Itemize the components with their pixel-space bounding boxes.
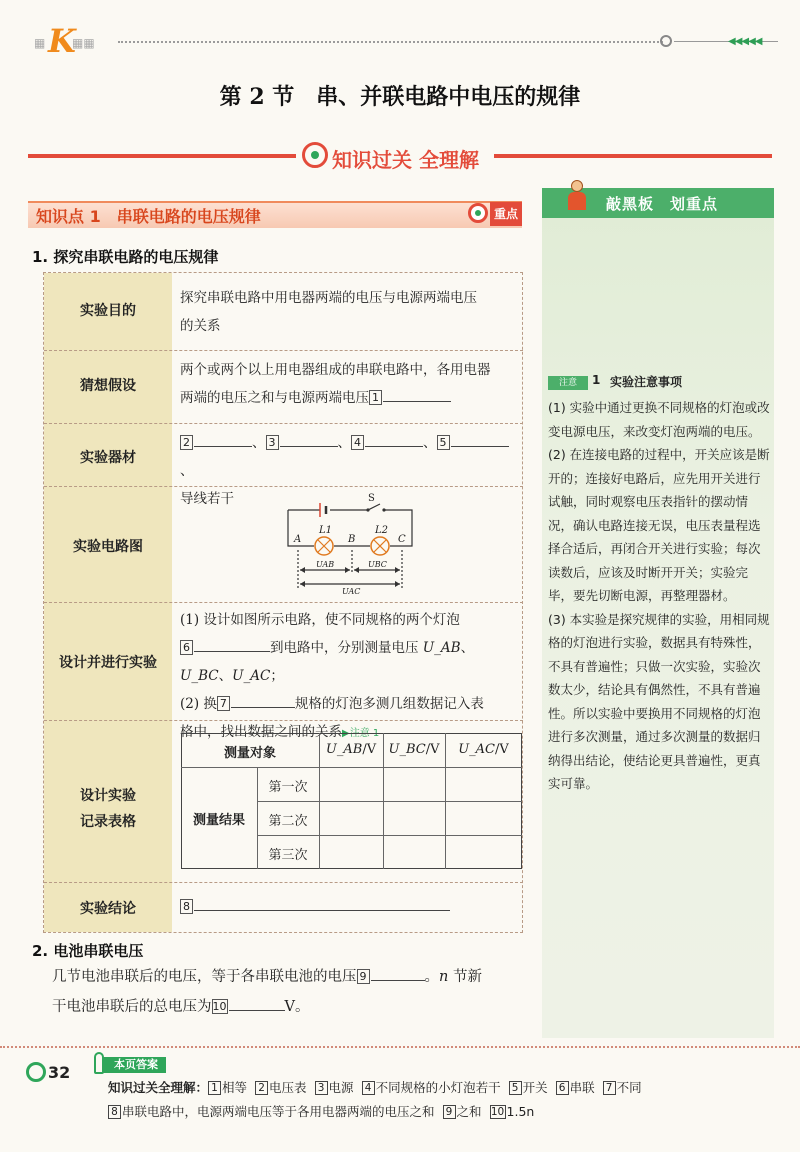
answer-number: 1	[208, 1081, 221, 1095]
fill-blank[interactable]	[280, 433, 338, 447]
note-paragraph-2: (2) 在连接电路的过程中，开关应该是断开的；连接好电路后，应先用开关进行试触，同时观察电压表指针的摆动情况，确认电路连接无误，电压表量程选择合适后，再闭合开关进行实验；每次读数后，应该及时断开开关；实验完毕，要先切断电源，再整理器材。	[548, 447, 770, 603]
battery-line-2	[52, 992, 532, 1022]
answer-number: 8	[108, 1105, 121, 1119]
point-c-label: C	[398, 534, 406, 545]
answer-text: 电源	[328, 1080, 354, 1095]
rec-head-uab-var: U_AB	[325, 742, 363, 757]
blank-number: 5	[437, 435, 450, 450]
blank-number: 8	[180, 899, 193, 914]
battery-line-1	[52, 962, 532, 992]
battery-line-2-b: V。	[284, 999, 310, 1015]
row-divider	[44, 602, 523, 603]
section-band-title: 知识过关 全理解	[332, 148, 479, 172]
design-line-2: 6 到电路中，分别测量电压 U_AB、U_BC、U_AC；	[180, 640, 475, 684]
key-icon	[94, 1052, 104, 1074]
row-label-conclusion: 实验结论	[80, 901, 136, 917]
note-body	[548, 396, 770, 796]
answer-number: 6	[556, 1081, 569, 1095]
var-ubc: U_BC	[180, 668, 219, 684]
purpose-line-2: 的关系	[180, 318, 221, 334]
separator: 、	[252, 435, 266, 451]
footer-divider	[0, 1046, 800, 1048]
band-line-right	[494, 154, 772, 158]
answer-number: 5	[509, 1081, 522, 1095]
row-label-record-1: 设计实验	[80, 788, 136, 804]
note-ref-link[interactable]: ▶注意 1	[342, 728, 380, 739]
page-title: 第 2 节 串、并联电路中电压的规律	[219, 84, 581, 110]
voltage-ubc-label: UBC	[368, 560, 387, 569]
battery-line-2-a: 干电池串联后的总电压为	[52, 999, 212, 1015]
row-label-record	[44, 783, 172, 835]
answer-text: 不同规格的小灯泡若干	[375, 1080, 501, 1095]
voltage-uab-label: UAB	[316, 560, 335, 569]
circuit-diagram	[280, 490, 420, 596]
design-line-3	[180, 690, 520, 718]
row-label-design: 设计并进行实验	[59, 655, 157, 671]
header-ring-icon	[660, 35, 672, 47]
separator: 、	[180, 463, 194, 479]
design-line-3-a: (2) 换	[180, 696, 217, 712]
switch-label: S	[368, 493, 375, 504]
page-ring-icon	[26, 1062, 46, 1082]
answer-text: 串联电路中，电源两端电压等于各用电器两端的电压之和	[122, 1104, 435, 1119]
rec-hline	[257, 835, 522, 836]
answer-lead: 知识过关全理解：	[108, 1080, 209, 1095]
fill-blank[interactable]	[371, 967, 425, 981]
voltage-uac-label: UAC	[342, 587, 361, 596]
target-icon	[302, 142, 328, 168]
teacher-icon	[566, 180, 588, 214]
blank-number: 10	[212, 1000, 227, 1013]
hypothesis-text	[180, 356, 520, 412]
lamp-l2-cross	[374, 540, 386, 552]
fill-blank[interactable]	[231, 694, 295, 708]
answer-badge: 本页答案	[100, 1057, 166, 1073]
rec-head-uac-var: U_AC	[458, 742, 495, 757]
logo-mark-right: ▦▦	[72, 36, 95, 50]
answer-number: 4	[362, 1081, 375, 1095]
key-point-badge: 重点	[490, 202, 522, 226]
design-line-3-b: 规格的灯泡多测几组数据记入表	[294, 696, 484, 712]
rec-col-head: 测量对象	[223, 746, 276, 761]
answer-text: 电压表	[269, 1080, 307, 1095]
rec-row-group: 测量结果	[192, 813, 245, 828]
rec-row-label: 第二次	[268, 814, 308, 829]
design-line-1: (1) 设计如图所示电路，使不同规格的两个灯泡	[180, 612, 460, 628]
blank-number: 1	[369, 390, 382, 405]
logo-letter: K	[48, 22, 76, 60]
answer-text: 1.5n	[506, 1104, 535, 1119]
point-a-label: A	[294, 534, 302, 545]
hypothesis-line-1: 两个或两个以上用电器组成的串联电路中，各用电器	[180, 362, 491, 378]
note-tag: 注意	[548, 376, 588, 390]
fill-blank[interactable]	[365, 433, 423, 447]
blank-number: 9	[357, 969, 370, 984]
rec-head-unit: /V	[495, 742, 509, 757]
battery-line-1-b: 。	[424, 969, 439, 985]
answer-text: 开关	[522, 1080, 548, 1095]
battery-line-1-a: 几节电池串联后的电压，等于各串联电池的电压	[52, 969, 357, 985]
answer-number: 10	[490, 1106, 505, 1118]
separator: 、	[337, 435, 351, 451]
fill-blank[interactable]	[451, 433, 509, 447]
answer-text: 相等	[222, 1080, 248, 1095]
row-label-hypothesis: 猜想假设	[80, 378, 136, 394]
row-label-purpose: 实验目的	[80, 303, 136, 319]
purpose-text	[180, 284, 520, 340]
blank-number: 6	[180, 640, 193, 655]
rec-row-label: 第三次	[268, 848, 308, 863]
switch-contact	[382, 508, 385, 511]
battery-line-1-c: 节新	[448, 969, 482, 985]
answer-text: 串联	[569, 1080, 595, 1095]
answers-line-1	[108, 1078, 642, 1096]
blank-number: 2	[180, 435, 193, 450]
lamp-l2-label: L2	[375, 525, 389, 536]
row-label-equipment: 实验器材	[80, 450, 136, 466]
rec-row-label: 第一次	[268, 780, 308, 795]
brand-logo	[34, 22, 124, 60]
blank-number: 7	[217, 696, 230, 711]
note-paragraph-3: (3) 本实验是探究规律的实验，用相同规格的灯泡进行实验，数据具有特殊性，不具有普遍性；只做一次实验，实验次数太少，结论具有偶然性，不具有普遍性。所以实验中要换用不同规格的灯泡进行多次测量，通过多次测量的数据归纳得出结论，使结论更具普遍性，更真实可靠。	[548, 611, 770, 791]
rec-head-ubc	[383, 742, 445, 757]
switch-pivot	[366, 508, 369, 511]
var-uab: U_AB	[422, 640, 461, 656]
var-uac: U_AC	[232, 668, 271, 684]
separator: 、	[423, 435, 437, 451]
lamp-l1-cross	[318, 540, 330, 552]
answer-number: 3	[315, 1081, 328, 1095]
measure-arrows	[300, 570, 400, 584]
blank-number: 4	[351, 435, 364, 450]
section-heading-1: 1. 探究串联电路的电压规律	[32, 248, 219, 266]
header-arrows-icon: ◀◀◀◀◀	[728, 36, 762, 47]
equipment-line-1	[180, 429, 520, 485]
band-line-left	[28, 154, 296, 158]
purpose-line-1: 探究串联电路中用电器两端的电压与电源两端电压	[180, 290, 477, 306]
row-divider	[44, 350, 523, 351]
note-number: 1	[592, 373, 601, 387]
section-heading-2: 2. 电池串联电压	[32, 942, 144, 960]
measure-guides	[298, 550, 402, 588]
design-text	[180, 606, 520, 748]
fill-blank[interactable]	[229, 997, 285, 1011]
rec-head-unit: /V	[425, 742, 440, 757]
fill-blank[interactable]	[194, 897, 450, 911]
note-title: 实验注意事项	[610, 375, 683, 389]
header-dotted-line	[118, 41, 663, 43]
page-number: 32	[48, 1063, 71, 1082]
design-line-2-text: 到电路中，分别测量电压	[270, 640, 423, 656]
point-b-label: B	[348, 534, 356, 545]
rec-head-ubc-var: U_BC	[388, 742, 426, 757]
answer-text: 不同	[616, 1080, 642, 1095]
blank-number: 3	[266, 435, 279, 450]
lamp-l1-label: L1	[319, 525, 333, 536]
row-divider	[44, 423, 523, 424]
battery-series-text	[52, 962, 532, 1022]
fill-blank[interactable]	[383, 388, 451, 402]
conclusion-text	[180, 893, 520, 921]
knowledge-point-title: 知识点 1 串联电路的电压规律	[36, 207, 261, 226]
row-label-record-2: 记录表格	[80, 814, 136, 830]
design-line-4-text: 格中，找出数据之间的关系	[180, 724, 342, 740]
key-target-icon	[468, 203, 488, 223]
logo-mark-left: ▦	[34, 36, 46, 50]
rec-head-uab	[319, 742, 383, 757]
rec-head-uac	[445, 742, 522, 757]
hypothesis-line-2-text: 两端的电压之和与电源两端电压	[180, 390, 369, 406]
rec-head-unit: /V	[362, 742, 377, 757]
fill-blank[interactable]	[194, 433, 252, 447]
battery-line-1-n: n	[439, 969, 449, 985]
answer-number: 2	[255, 1081, 268, 1095]
rec-hline	[181, 767, 522, 768]
equipment-line-2: 导线若干	[180, 491, 234, 507]
hypothesis-line-2	[180, 384, 520, 412]
answer-number: 7	[603, 1081, 616, 1095]
row-divider	[44, 882, 523, 883]
row-label-circuit: 实验电路图	[73, 539, 143, 555]
answer-number: 9	[443, 1105, 456, 1119]
header-line	[674, 41, 778, 42]
fill-blank[interactable]	[194, 638, 270, 652]
side-panel-title: 敲黑板 划重点	[606, 195, 719, 213]
answers-line-2	[108, 1102, 534, 1120]
note-paragraph-1: (1) 实验中通过更换不同规格的灯泡或改变电源电压，来改变灯泡两端的电压。	[548, 400, 770, 439]
rec-hline	[257, 801, 522, 802]
answer-text: 之和	[456, 1104, 482, 1119]
